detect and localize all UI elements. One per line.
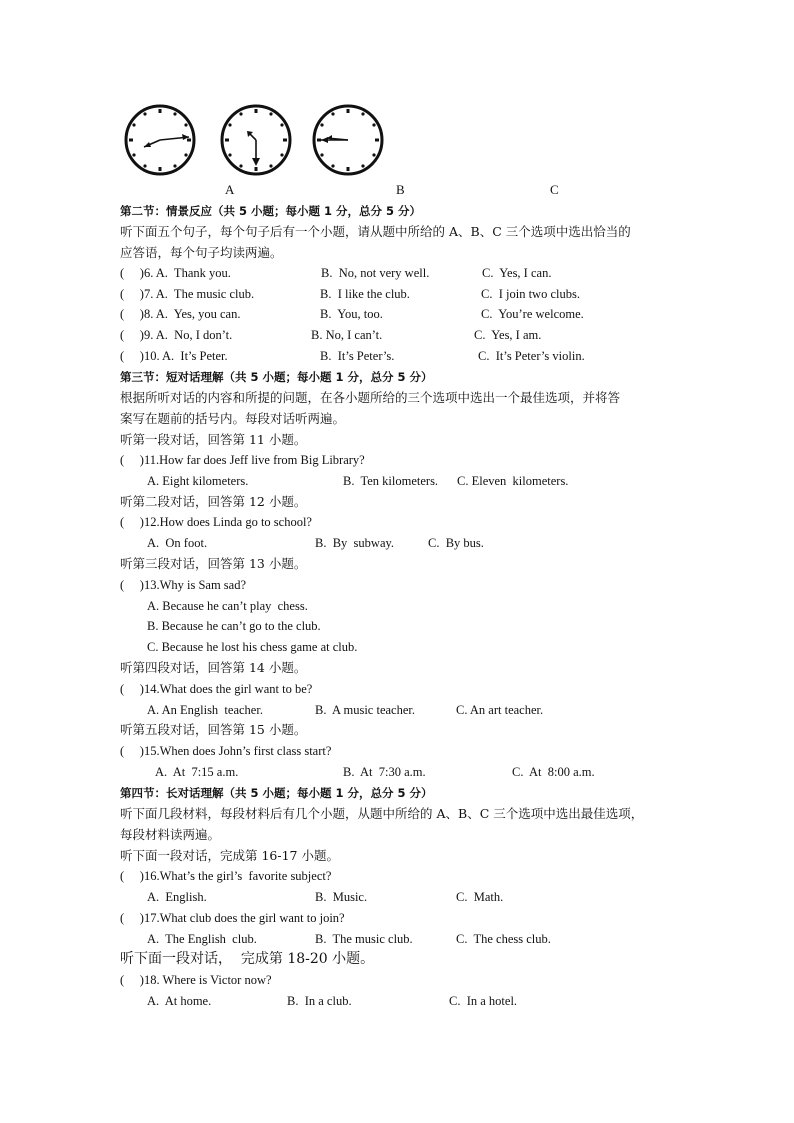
question-11-option-b: B. Ten kilometers.: [343, 474, 439, 488]
question-7-option-c: C. I join two clubs.: [481, 287, 580, 301]
question-10: ( )10. A. It’s Peter.: [120, 349, 228, 363]
clock-a: [124, 104, 196, 176]
clock-b: [220, 104, 292, 176]
question-16-option-a: A. English.: [147, 890, 207, 904]
dialogue-5-instruction: 听第五段对话，回答第 15 小题。: [120, 722, 307, 737]
question-10-option-c: C. It’s Peter’s violin.: [478, 349, 585, 363]
section4-instructions-line1: 听下面几段材料，每段材料后有几个小题，从题中所给的 A、B、C 三个选项中选出最佳选项，: [120, 806, 644, 821]
question-13-option-b: B. Because he can’t go to the club.: [147, 619, 321, 633]
question-9-option-c: C. Yes, I am.: [474, 328, 542, 342]
question-16-option-b: B. Music.: [315, 890, 368, 904]
question-15: ( )15.When does John’s first class start?: [120, 744, 332, 758]
long-dialogue-2-instruction: 听下面一段对话， 完成第 18-20 小题。: [120, 951, 375, 967]
question-11-option-c: C. Eleven kilometers.: [457, 474, 569, 488]
section2-instructions-line2: 应答语，每个句子均读两遍。: [120, 245, 283, 260]
question-12: ( )12.How does Linda go to school?: [120, 515, 312, 529]
question-7: ( )7. A. The music club.: [120, 287, 255, 301]
question-14: ( )14.What does the girl want to be?: [120, 682, 313, 696]
question-12-option-a: A. On foot.: [147, 536, 208, 550]
question-9-option-b: B. No, I can’t.: [311, 328, 383, 342]
question-8-option-c: C. You’re welcome.: [481, 307, 584, 321]
question-15-option-c: C. At 8:00 a.m.: [512, 765, 595, 779]
question-17: ( )17.What club does the girl want to join?: [120, 911, 345, 925]
clock-label-b: B: [396, 182, 405, 197]
question-14-option-b: B. A music teacher.: [315, 703, 415, 717]
clock-pictures: [124, 104, 394, 176]
question-7-option-b: B. I like the club.: [320, 287, 410, 301]
question-18-option-b: B. In a club.: [287, 994, 352, 1008]
section2-header: 第二节：情景反应（共 5 小题；每小题 1 分，总分 5 分）: [120, 204, 422, 218]
question-13: ( )13.Why is Sam sad?: [120, 578, 247, 592]
section3-instructions-line1: 根据所听对话的内容和所提的问题，在各小题所给的三个选项中选出一个最佳选项，并将答: [120, 390, 621, 405]
dialogue-4-instruction: 听第四段对话，回答第 14 小题。: [120, 660, 307, 675]
question-13-option-c: C. Because he lost his chess game at club.: [147, 640, 358, 654]
question-9: ( )9. A. No, I don’t.: [120, 328, 233, 342]
question-12-option-c: C. By bus.: [428, 536, 484, 550]
section3-header: 第三节：短对话理解（共 5 小题；每小题 1 分，总分 5 分）: [120, 370, 433, 384]
question-6: ( )6. A. Thank you.: [120, 266, 231, 280]
question-10-option-b: B. It’s Peter’s.: [320, 349, 395, 363]
question-6-option-c: C. Yes, I can.: [482, 266, 552, 280]
question-15-option-a: A. At 7:15 a.m.: [155, 765, 239, 779]
question-11-option-a: A. Eight kilometers.: [147, 474, 249, 488]
section4-instructions-line2: 每段材料读两遍。: [120, 827, 221, 842]
long-dialogue-1-instruction: 听下面一段对话，完成第 16-17 小题。: [120, 848, 339, 863]
question-8: ( )8. A. Yes, you can.: [120, 307, 241, 321]
section4-header: 第四节：长对话理解（共 5 小题；每小题 1 分，总分 5 分）: [120, 786, 433, 800]
dialogue-1-instruction: 听第一段对话，回答第 11 小题。: [120, 432, 307, 447]
section2-instructions-line1: 听下面五个句子，每个句子后有一个小题，请从题中所给的 A、B、C 三个选项中选出恰当的: [120, 224, 631, 239]
question-18-option-a: A. At home.: [147, 994, 212, 1008]
question-14-option-a: A. An English teacher.: [147, 703, 263, 717]
question-13-option-a: A. Because he can’t play chess.: [147, 599, 308, 613]
question-17-option-b: B. The music club.: [315, 932, 413, 946]
question-14-option-c: C. An art teacher.: [456, 703, 544, 717]
clock-label-a: A: [225, 182, 235, 197]
question-17-option-c: C. The chess club.: [456, 932, 551, 946]
question-18: ( )18. Where is Victor now?: [120, 973, 272, 987]
question-8-option-b: B. You, too.: [320, 307, 383, 321]
question-11: ( )11.How far does Jeff live from Big Library?: [120, 453, 365, 467]
question-17-option-a: A. The English club.: [147, 932, 257, 946]
question-15-option-b: B. At 7:30 a.m.: [343, 765, 426, 779]
clock-label-c: C: [550, 182, 559, 197]
question-16-option-c: C. Math.: [456, 890, 504, 904]
question-18-option-c: C. In a hotel.: [449, 994, 518, 1008]
dialogue-3-instruction: 听第三段对话，回答第 13 小题。: [120, 556, 307, 571]
question-6-option-b: B. No, not very well.: [321, 266, 430, 280]
dialogue-2-instruction: 听第二段对话，回答第 12 小题。: [120, 494, 307, 509]
question-12-option-b: B. By subway.: [315, 536, 395, 550]
section3-instructions-line2: 案写在题前的括号内。每段对话听两遍。: [120, 411, 346, 426]
question-16: ( )16.What’s the girl’s favorite subject?: [120, 869, 332, 883]
clock-c: [312, 104, 384, 176]
